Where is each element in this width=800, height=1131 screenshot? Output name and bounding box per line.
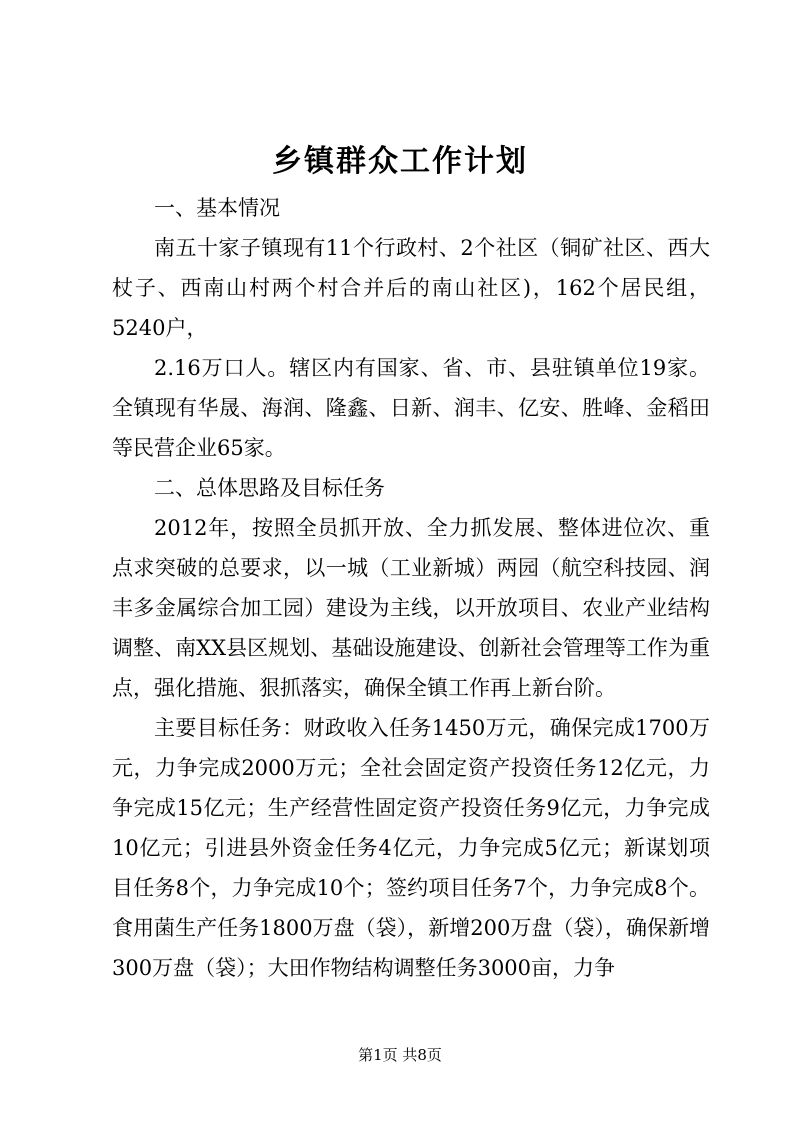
section-heading-basic-situation: 一、基本情况 <box>154 196 280 220</box>
section-heading-goals: 二、总体思路及目标任务 <box>154 476 385 500</box>
paragraph-overall-approach: 2012年，按照全员抓开放、全力抓发展、整体进位次、重点求突破的总要求，以一城（工业新城）两园（航空科技园、润丰多金属综合加工园）建设为主线，以开放项目、农业产业结构调整、南XX县区规划、基础设施建设、创新社会管理等工作为重点，强化措施、狠抓落实，确保全镇工作再上新台阶。 <box>112 516 710 700</box>
document-body <box>112 188 710 988</box>
document-title: 乡镇群众工作计划 <box>272 144 528 179</box>
page-footer: 第1页 共8页 <box>358 1046 442 1064</box>
paragraph-population-enterprises: 2.16万口人。辖区内有国家、省、市、县驻镇单位19家。全镇现有华晟、海润、隆鑫、日新、润丰、亿安、胜峰、金稻田等民营企业65家。 <box>112 356 710 460</box>
paragraph-main-targets: 主要目标任务：财政收入任务1450万元，确保完成1700万元，力争完成2000万元；全社会固定资产投资任务12亿元，力争完成15亿元；生产经营性固定资产投资任务9亿元，力争完成10亿元；引进县外资金任务4亿元，力争完成5亿元；新谋划项目任务8个，力争完成10个；签约项目任务7个，力争完成8个。食用菌生产任务1800万盘（袋），新增200万盘（袋），确保新增300万盘（袋）；大田作物结构调整任务3000亩，力争 <box>112 716 710 980</box>
paragraph-town-overview: 南五十家子镇现有11个行政村、2个社区（铜矿社区、西大杖子、西南山村两个村合并后的南山社区)，162个居民组，5240户， <box>112 236 710 340</box>
